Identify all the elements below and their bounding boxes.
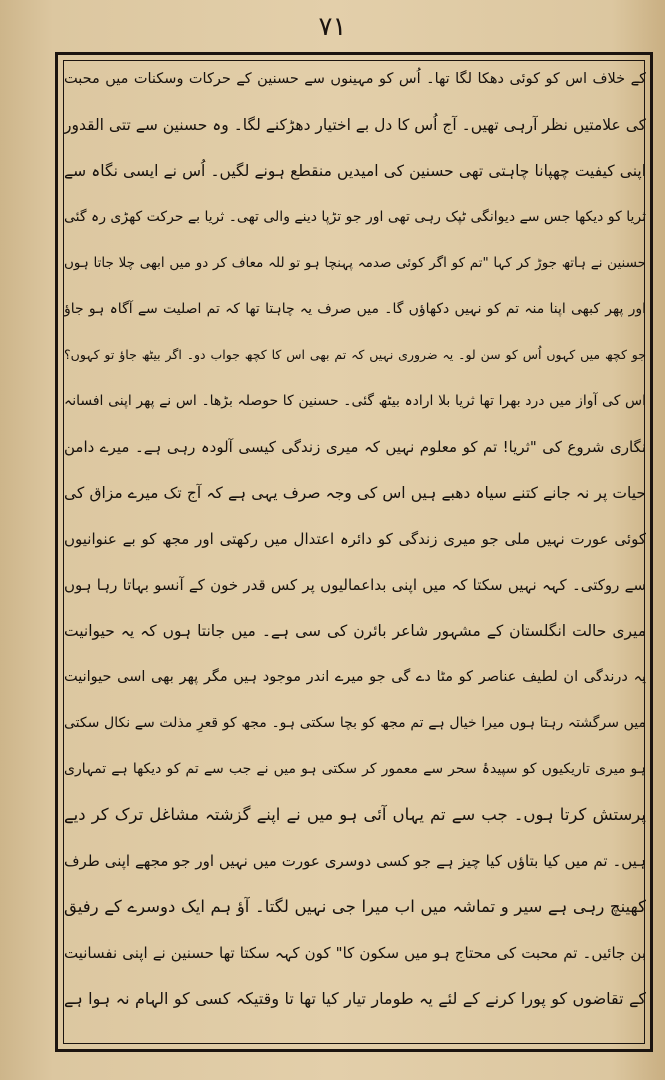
text-line-15: میں سرگشتہ رہتا ہوں میرا خیال ہے تم مجھ کو بچا سکتی ہو۔ مجھ کو قعرِ مذلت سے نکال سکتی [64,715,646,731]
text-line-9: نگاری شروع کی "ثریا! تم کو معلوم نہیں کہ میری زندگی کیسی آلودہ رہی ہے۔ میرے دامن [64,438,646,456]
text-line-12: سے روکتی۔ کہہ نہیں سکتا کہ میں اپنی بداعمالیوں پر کس قدر خون کے آنسو بہاتا رہا ہوں [64,576,646,594]
page-number: ۷۱ [318,12,347,42]
text-line-2: کی علامتیں نظر آرہی تھیں۔ آج اُس کا دل بے اختیار دھڑکنے لگا۔ وہ حسنین سے تتی القدور [64,116,646,134]
text-line-4: ثریا کو دیکھا جس سے دیوانگی ٹپک رہی تھی اور جو تڑپا دینے والی تھی۔ ثریا بے حرکت کھڑی رہ گئی [64,209,646,225]
text-line-11: کوئی عورت نہیں ملی جو میری زندگی کو دائرہ اعتدال میں رکھتی اور مجھ کو بے عنوانیوں [64,530,646,548]
text-line-7: جو کچھ میں کہوں اُس کو سن لو۔ یہ ضروری نہیں کہ تم بھی اس کا کچھ جواب دو۔ اگر بیٹھ جاؤ تو کہوں؟ [64,347,646,362]
text-line-21: کے تقاضوں کو پورا کرنے کے لئے یہ طومار تیار کیا تھا تا وقتیکہ کسی کو الہام نہ ہوا ہے [64,989,646,1008]
text-line-14: یہ درندگی ان لطیف عناصر کو مٹا دے گی جو میرے اندر موجود ہیں مگر پھر بھی اسی حیوانیت [64,669,646,685]
text-line-16: ہو میری تاریکیوں کو سپیدۂ سحر سے معمور کر سکتی ہو میں نے جب سے تم کو دیکھا ہے تمہاری [64,761,646,777]
text-line-19: کھینچ رہی ہے سیر و تماشہ میں اب میرا جی نہیں لگتا۔ آؤ ہم ایک دوسرے کے رفیق [64,897,646,916]
text-line-17: پرستش کرتا ہوں۔ جب سے تم یہاں آئی ہو میں نے اپنے گزشتہ مشاغل ترک کر دیے [64,805,646,824]
text-line-18: ہیں۔ تم میں کیا بتاؤں کیا چیز ہے جو کسی دوسری عورت میں نہیں اور جو مجھے اپنی طرف [64,852,646,870]
text-line-5: حسنین نے ہاتھ جوڑ کر کہا "تم کو اگر کوئی صدمہ پہنچا ہو تو للہ معاف کر دو میں ابھی چلا جاتا ہوں [64,255,646,271]
body-text [64,60,646,1045]
text-line-8: اس کی آواز میں درد بھرا تھا ثریا بلا ارادہ بیٹھ گئی۔ حسنین کا حوصلہ بڑھا۔ اس نے پھر اپنی افسانہ [64,393,646,409]
text-line-6: اور پھر کبھی اپنا منہ تم کو نہیں دکھاؤں گا۔ میں صرف یہ چاہتا تھا کہ تم اصلیت سے آگاہ ہو جاؤ [64,301,646,317]
text-line-1: کے خلاف اس کو کوئی دھکا لگا تھا۔ اُس کو مہینوں سے حسنین کے حرکات وسکنات میں محبت [64,71,646,87]
text-line-20: بن جائیں۔ تم محبت کی محتاج ہو میں سکون کا" کون کہہ سکتا تھا حسنین نے اپنی نفسانیت [64,944,646,962]
text-line-3: اپنی کیفیت چھپانا چاہتی تھی حسنین کی امیدیں منقطع ہونے لگیں۔ اُس نے ایسی نگاہ سے [64,162,646,180]
text-line-13: میری حالت انگلستان کے مشہور شاعر بائرن کی سی ہے۔ میں جانتا ہوں کہ یہ حیوانیت [64,622,646,640]
text-line-10: حیات پر نہ جانے کتنے سیاہ دھبے ہیں اس کی وجہ صرف یہی ہے کہ آج تک میرے مزاق کی [64,484,646,502]
